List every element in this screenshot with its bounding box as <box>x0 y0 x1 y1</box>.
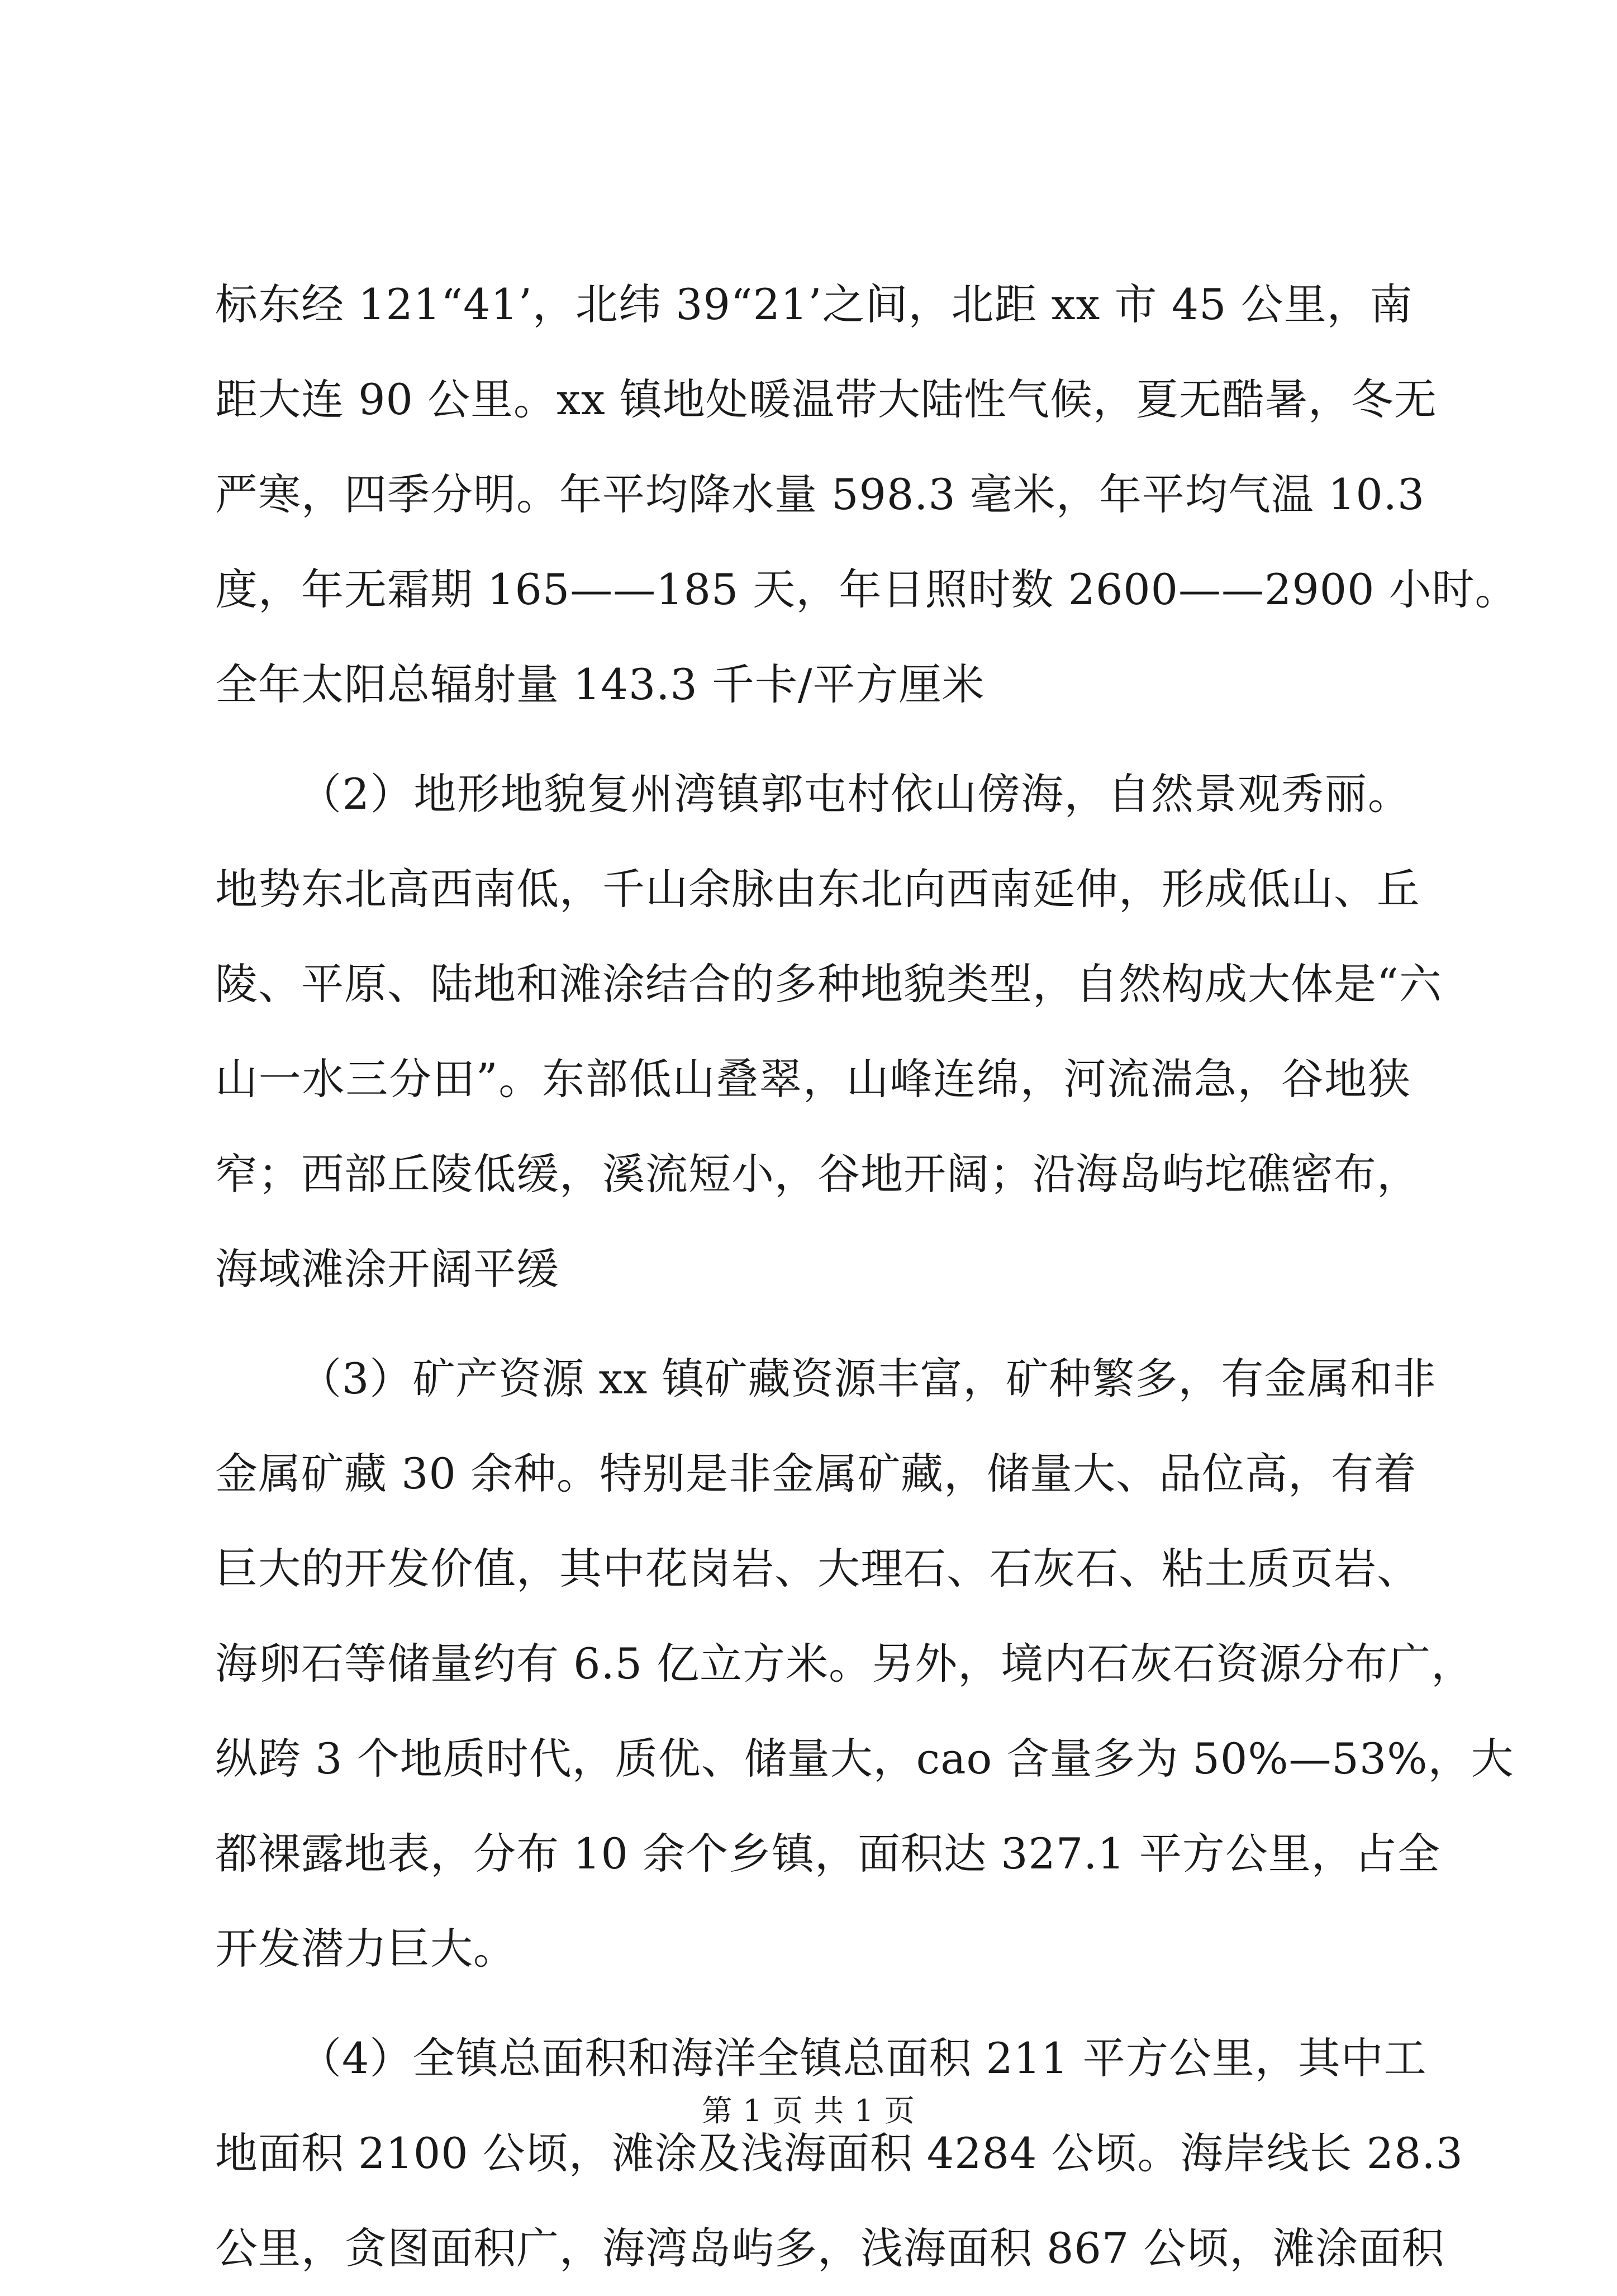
paragraph-line: 纵跨 3 个地质时代，质优、储量大，cao 含量多为 50%—53%，大 <box>215 1734 1514 1783</box>
paragraph-line: 地面积 2100 公顷，滩涂及浅海面积 4284 公顷。海岸线长 28.3 <box>215 2128 1463 2178</box>
paragraph-line: 严寒，四季分明。年平均降水量 598.3 毫米，年平均气温 10.3 <box>215 469 1425 519</box>
paragraph-line: （2）地形地貌复州湾镇郭屯村依山傍海，自然景观秀丽。 <box>299 769 1411 819</box>
paragraph-line: 度，年无霜期 165——185 天，年日照时数 2600——2900 小时。 <box>215 564 1518 614</box>
paragraph-line: 山一水三分田”。东部低山叠翠，山峰连绵，河流湍急，谷地狭 <box>215 1054 1411 1104</box>
paragraph-3 <box>215 1331 1514 1996</box>
paragraph-line: 公里，贪图面积广，海湾岛屿多，浅海面积 867 公顷，滩涂面积 <box>215 2223 1445 2273</box>
paragraph-line: 都裸露地表，分布 10 余个乡镇，面积达 327.1 平方公里，占全 <box>215 1829 1440 1878</box>
paragraph-line: 陵、平原、陆地和滩涂结合的多种地貌类型，自然构成大体是“六 <box>215 959 1442 1009</box>
paragraph-line: 金属矿藏 30 余种。特别是非金属矿藏，储量大、品位高，有着 <box>215 1449 1418 1498</box>
paragraph-line: 海卵石等储量约有 6.5 亿立方米。另外，境内石灰石资源分布广， <box>215 1639 1475 1688</box>
paragraph-line: 开发潜力巨大。 <box>215 1924 516 1974</box>
paragraph-line: 地势东北高西南低，千山余脉由东北向西南延伸，形成低山、丘 <box>215 864 1420 914</box>
paragraph-line: 距大连 90 公里。xx 镇地处暖温带大陆性气候，夏无酷暑，冬无 <box>215 374 1437 424</box>
page-footer: 第 1 页 共 1 页 <box>702 2093 915 2128</box>
paragraph-line: 标东经 121“41’，北纬 39“21’之间，北距 xx 市 45 公里，南 <box>215 279 1413 329</box>
paragraph-line: 海域滩涂开阔平缓 <box>215 1244 559 1294</box>
paragraph-2 <box>215 747 1442 1317</box>
paragraph-line: （4）全镇总面积和海洋全镇总面积 211 平方公里，其中工 <box>299 2033 1427 2083</box>
paragraph-line: 巨大的开发价值，其中花岗岩、大理石、石灰石、粘土质页岩、 <box>215 1544 1420 1593</box>
paragraph-4 <box>215 2011 1463 2296</box>
paragraph-line: （3）矿产资源 xx 镇矿藏资源丰富，矿种繁多，有金属和非 <box>299 1354 1437 1403</box>
document-body <box>215 257 1518 2296</box>
paragraph-1 <box>215 257 1518 732</box>
paragraph-line: 全年太阳总辐射量 143.3 千卡/平方厘米 <box>215 660 985 709</box>
paragraph-line: 窄；西部丘陵低缓，溪流短小，谷地开阔；沿海岛屿坨礁密布， <box>215 1149 1420 1199</box>
